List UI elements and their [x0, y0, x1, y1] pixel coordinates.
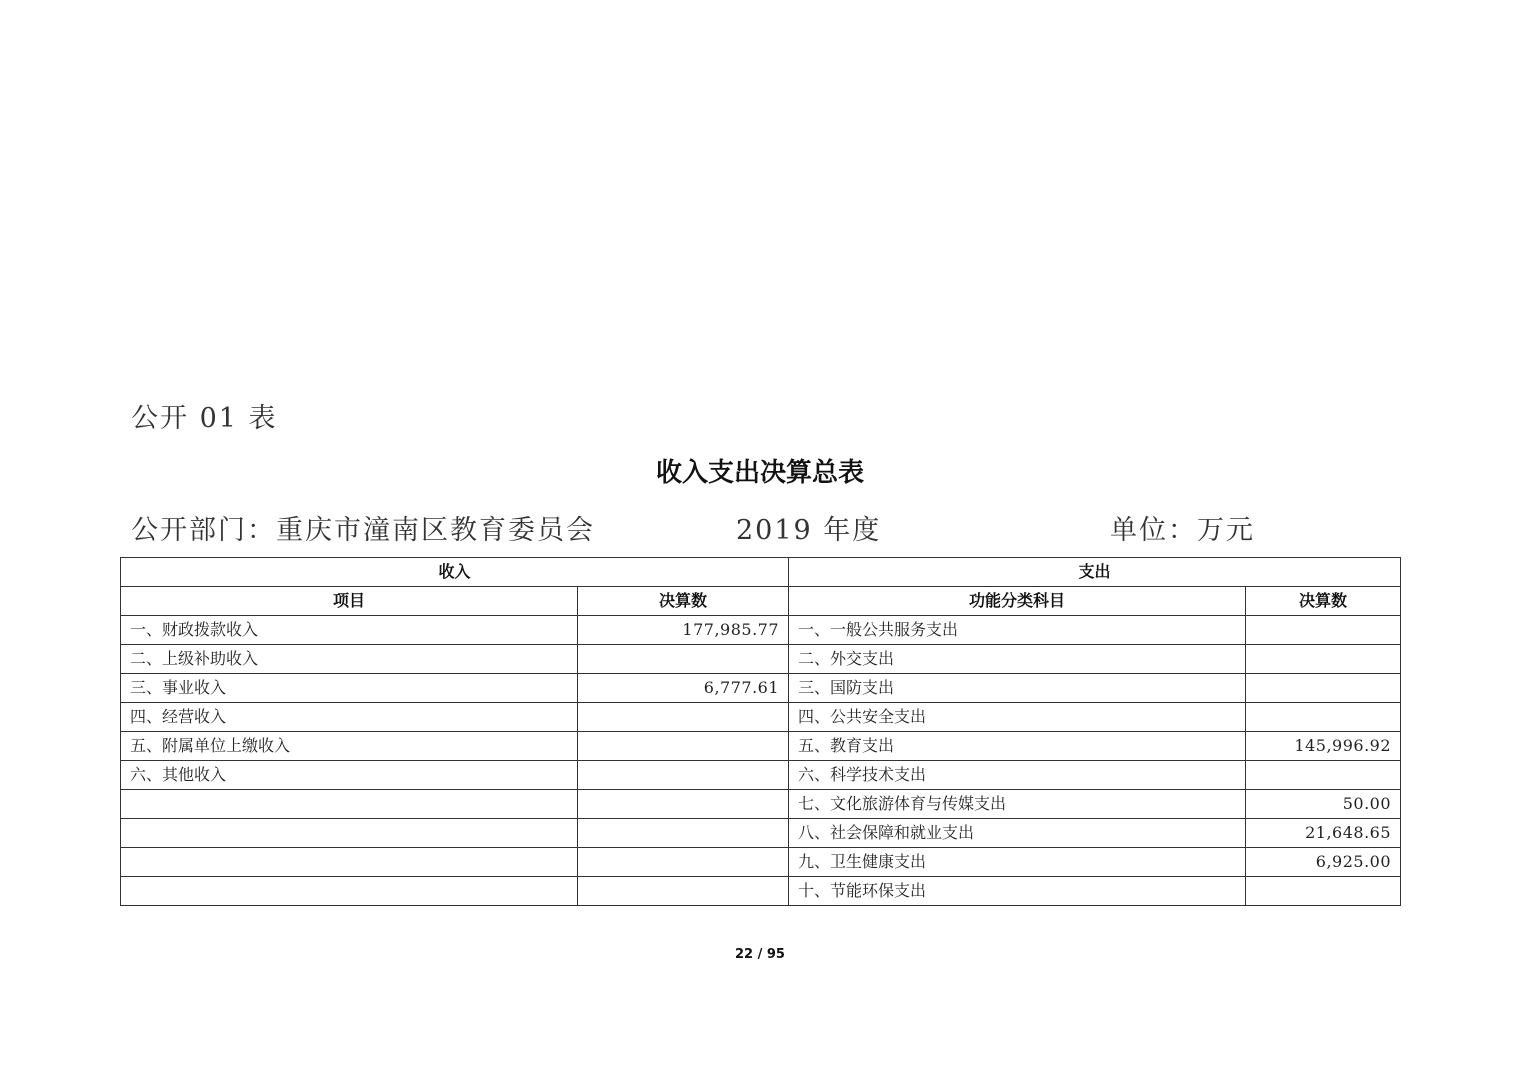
income-expense-table	[120, 557, 1401, 906]
income-amount-cell	[578, 848, 789, 877]
table-body	[121, 616, 1401, 906]
table-row	[121, 761, 1401, 790]
income-amount-cell: 177,985.77	[578, 616, 789, 645]
table-row	[121, 790, 1401, 819]
table-row	[121, 674, 1401, 703]
income-group-header: 收入	[121, 558, 789, 587]
department-label: 公开部门：重庆市潼南区教育委员会	[131, 515, 595, 546]
expense-amount-cell	[1246, 645, 1401, 674]
table-row	[121, 877, 1401, 906]
expense-group-header: 支出	[789, 558, 1401, 587]
expense-amount-cell: 6,925.00	[1246, 848, 1401, 877]
income-amount-cell	[578, 819, 789, 848]
expense-amount-cell	[1246, 616, 1401, 645]
expense-amount-cell: 50.00	[1246, 790, 1401, 819]
expense-amount-cell	[1246, 877, 1401, 906]
expense-amount-cell: 145,996.92	[1246, 732, 1401, 761]
table-row	[121, 616, 1401, 645]
column-header-row	[121, 587, 1401, 616]
income-item-cell	[121, 877, 578, 906]
expense-amount-cell: 21,648.65	[1246, 819, 1401, 848]
income-amount-cell: 6,777.61	[578, 674, 789, 703]
page-number: 22 / 95	[735, 947, 785, 962]
income-item-cell	[121, 790, 578, 819]
expense-amount-cell	[1246, 674, 1401, 703]
expense-amount-cell	[1246, 761, 1401, 790]
income-item-cell	[121, 819, 578, 848]
expense-amount-header: 决算数	[1246, 587, 1401, 616]
expense-item-cell: 四、公共安全支出	[789, 703, 1246, 732]
fiscal-year-label: 2019 年度	[736, 515, 882, 546]
table-row	[121, 645, 1401, 674]
table-row	[121, 703, 1401, 732]
income-item-cell	[121, 848, 578, 877]
expense-item-cell: 一、一般公共服务支出	[789, 616, 1246, 645]
income-item-header: 项目	[121, 587, 578, 616]
income-amount-cell	[578, 877, 789, 906]
expense-item-cell: 六、科学技术支出	[789, 761, 1246, 790]
expense-item-cell: 十、节能环保支出	[789, 877, 1246, 906]
income-amount-cell	[578, 703, 789, 732]
table-row	[121, 819, 1401, 848]
expense-amount-cell	[1246, 703, 1401, 732]
table-row	[121, 732, 1401, 761]
income-item-cell: 五、附属单位上缴收入	[121, 732, 578, 761]
group-header-row	[121, 558, 1401, 587]
expense-item-cell: 五、教育支出	[789, 732, 1246, 761]
income-amount-header: 决算数	[578, 587, 789, 616]
income-item-cell: 一、财政拨款收入	[121, 616, 578, 645]
expense-item-cell: 三、国防支出	[789, 674, 1246, 703]
income-amount-cell	[578, 645, 789, 674]
unit-label: 单位：万元	[1110, 515, 1255, 546]
income-amount-cell	[578, 732, 789, 761]
income-amount-cell	[578, 790, 789, 819]
table-row	[121, 848, 1401, 877]
income-amount-cell	[578, 761, 789, 790]
expense-item-cell: 七、文化旅游体育与传媒支出	[789, 790, 1246, 819]
expense-item-cell: 九、卫生健康支出	[789, 848, 1246, 877]
income-item-cell: 六、其他收入	[121, 761, 578, 790]
expense-item-header: 功能分类科目	[789, 587, 1246, 616]
income-item-cell: 三、事业收入	[121, 674, 578, 703]
table-code-label: 公开 01 表	[131, 403, 278, 434]
income-item-cell: 二、上级补助收入	[121, 645, 578, 674]
document-title: 收入支出决算总表	[655, 458, 864, 488]
income-item-cell: 四、经营收入	[121, 703, 578, 732]
expense-item-cell: 二、外交支出	[789, 645, 1246, 674]
expense-item-cell: 八、社会保障和就业支出	[789, 819, 1246, 848]
